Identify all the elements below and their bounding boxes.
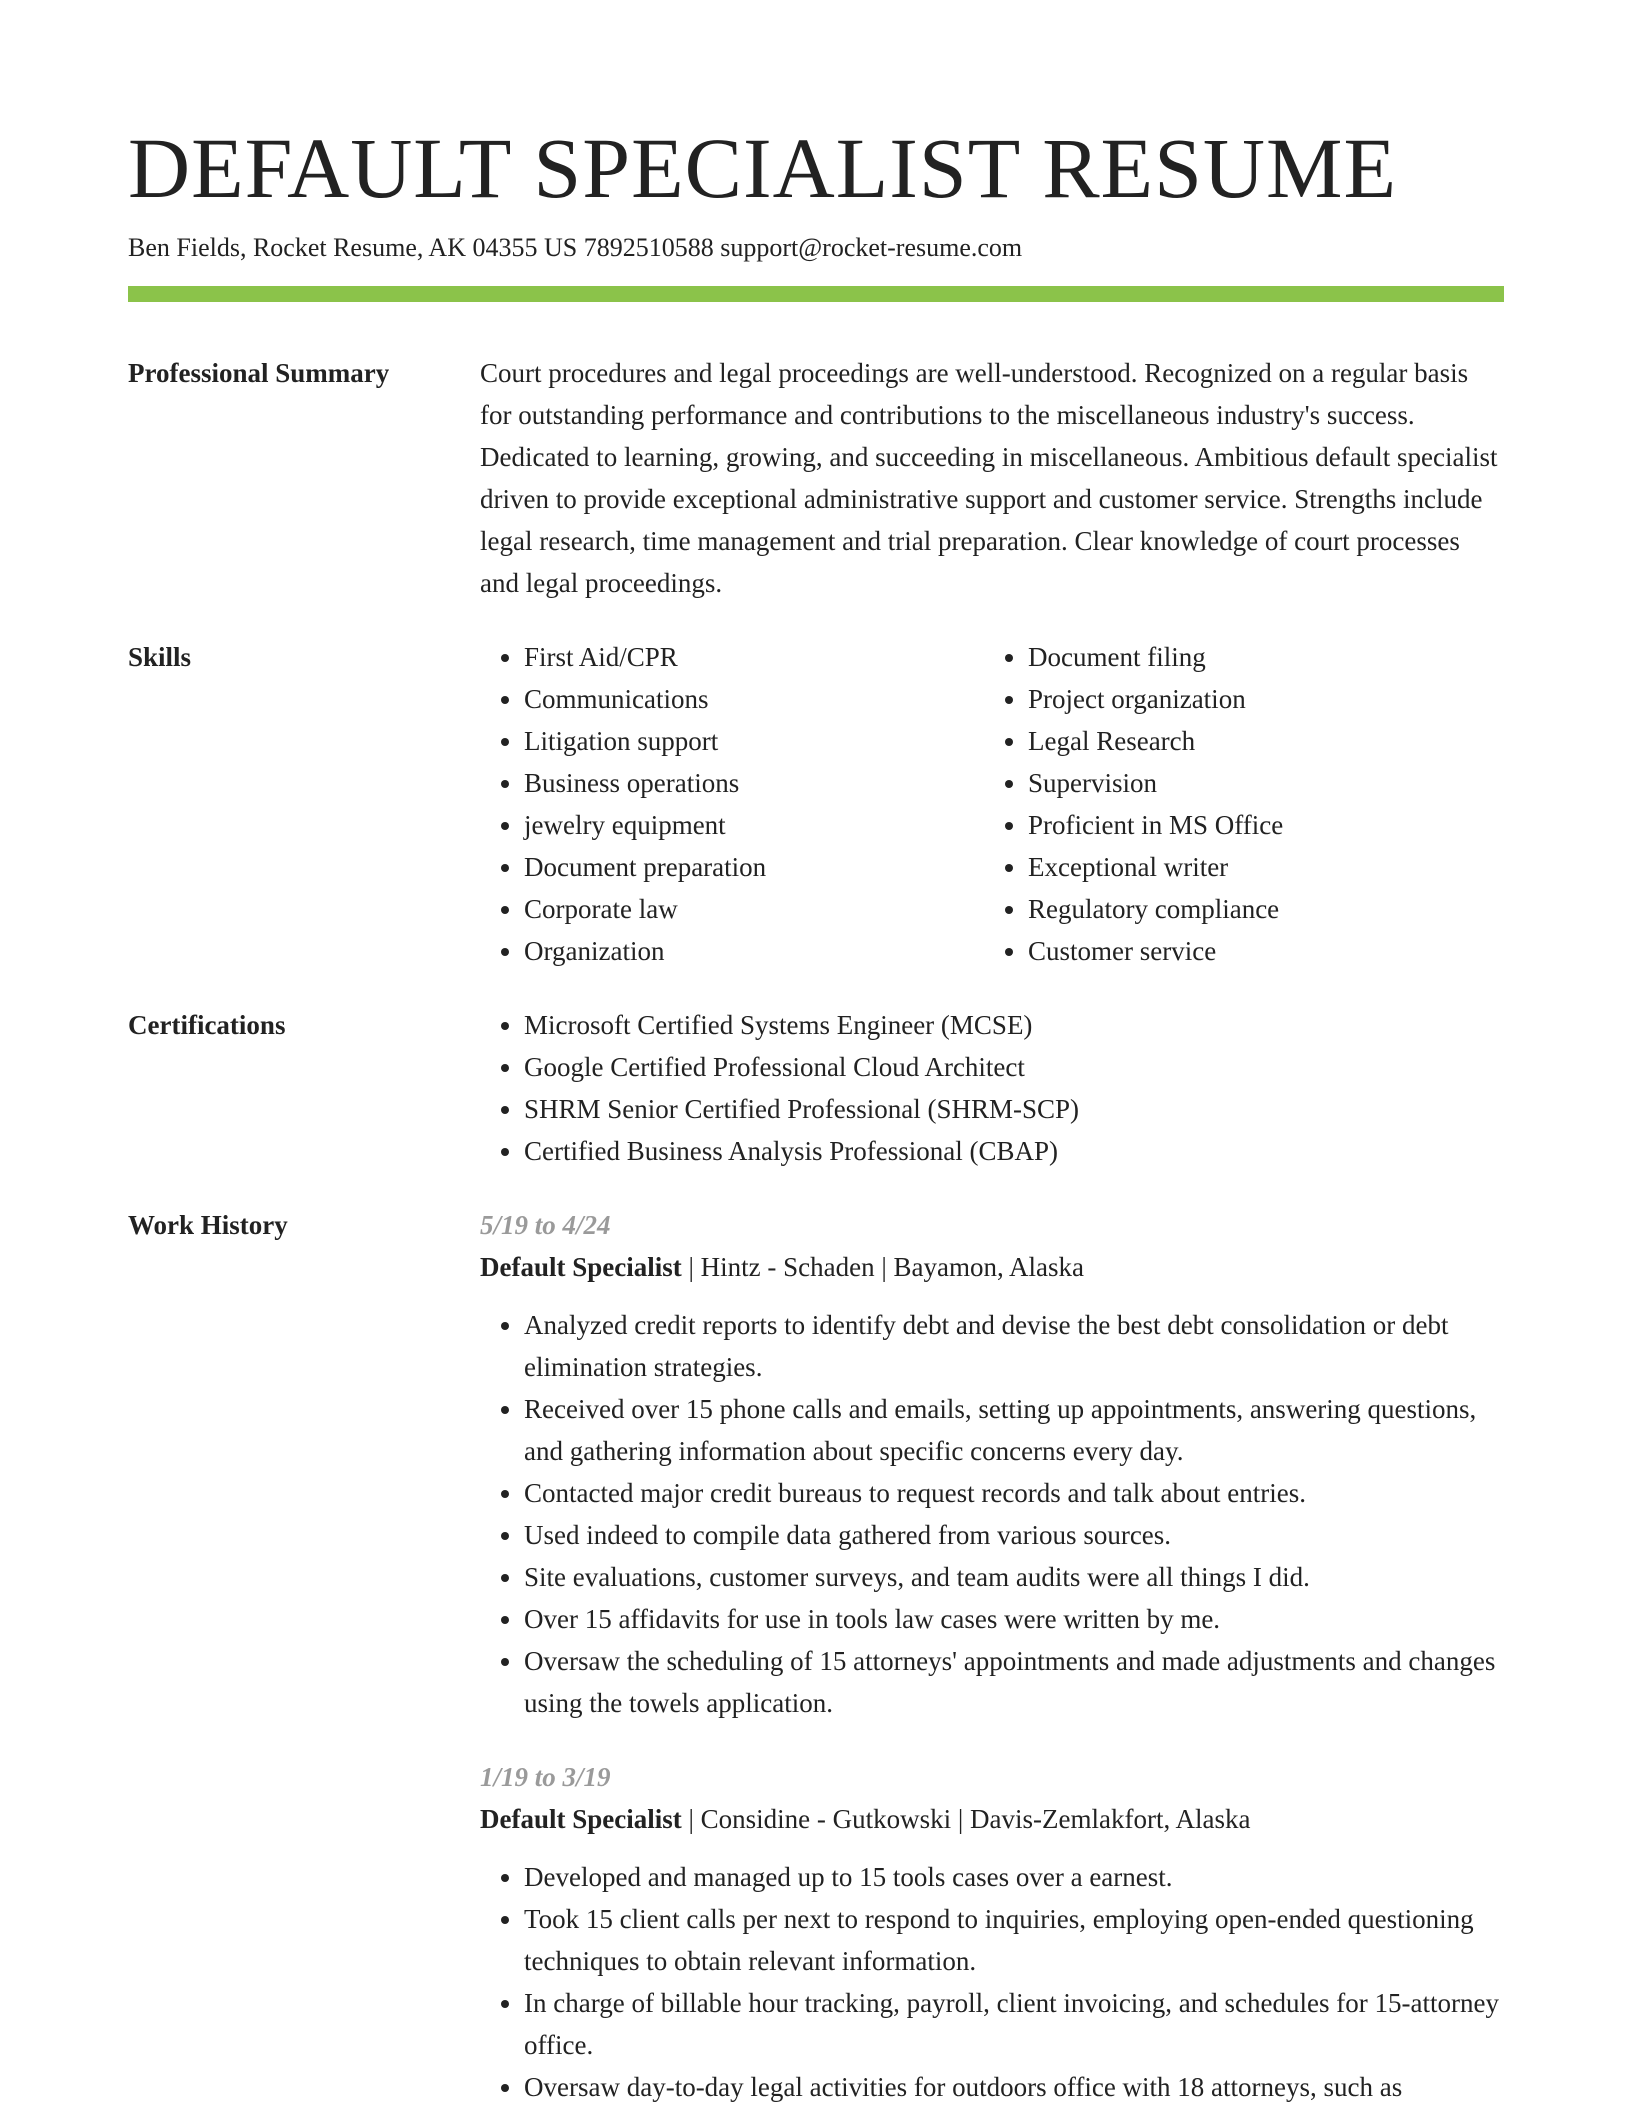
job-bullet: • In charge of billable hour tracking, payroll, client invoicing, and schedules for 15-attorney office. <box>524 1982 1504 2066</box>
skill-item: • Exceptional writer <box>1028 846 1488 888</box>
job-bullet: • Over 15 affidavits for use in tools law cases were written by me. <box>524 1598 1504 1640</box>
skill-item: • Corporate law <box>524 888 984 930</box>
skill-item: • Litigation support <box>524 720 984 762</box>
job-bullets <box>480 1856 1504 2108</box>
job-bullets <box>480 1304 1504 1724</box>
job-bullet: • Used indeed to compile data gathered from various sources. <box>524 1514 1504 1556</box>
job-bullet: • Contacted major credit bureaus to request records and talk about entries. <box>524 1472 1504 1514</box>
certifications-list <box>480 1004 1504 1172</box>
summary-text: Court procedures and legal proceedings are well-understood. Recognized on a regular basis for outstanding performance and contributions to the miscellaneous industry's success. Dedicated to learning, growing, and succeeding in miscellaneous. Ambitious default specialist driven to provide exceptional administrative support and customer service. Strengths include legal research, time management and trial preparation. Clear knowledge of court processes and legal proceedings. <box>480 358 1498 598</box>
skills-heading: Skills <box>128 642 192 672</box>
job-employer-location: | Hintz - Schaden | Bayamon, Alaska <box>681 1252 1084 1282</box>
job-title: Default Specialist <box>480 1252 682 1282</box>
contact-email: support@rocket-resume.com <box>720 233 1023 262</box>
job-heading <box>480 1246 1504 1288</box>
skill-item: • Communications <box>524 678 984 720</box>
work-history-heading: Work History <box>128 1210 288 1240</box>
job-bullet: • Oversaw day-to-day legal activities for outdoors office with 18 attorneys, such as <box>524 2066 1504 2108</box>
skill-item: • jewelry equipment <box>524 804 984 846</box>
summary-heading: Professional Summary <box>128 358 390 388</box>
skill-item: • Customer service <box>1028 930 1488 972</box>
contact-line <box>128 232 1504 264</box>
job-title: Default Specialist <box>480 1804 682 1834</box>
job-entry <box>480 1204 1504 1724</box>
contact-phone: 7892510588 <box>583 233 714 262</box>
skills-list-right <box>984 636 1488 972</box>
skill-item: • Proficient in MS Office <box>1028 804 1488 846</box>
certifications-section <box>128 1004 1504 1172</box>
skill-item: • Legal Research <box>1028 720 1488 762</box>
skill-item: • First Aid/CPR <box>524 636 984 678</box>
work-history-section <box>128 1204 1504 2108</box>
job-bullet: • Took 15 client calls per next to respond to inquiries, employing open-ended questioning techniques to obtain relevant information. <box>524 1898 1504 1982</box>
certifications-heading: Certifications <box>128 1010 286 1040</box>
job-dates: 5/19 to 4/24 <box>480 1210 611 1240</box>
job-bullet: • Oversaw the scheduling of 15 attorneys' appointments and made adjustments and changes using the towels application. <box>524 1640 1504 1724</box>
certification-item: • Certified Business Analysis Professional (CBAP) <box>524 1130 1504 1172</box>
resume-page <box>128 0 1504 2108</box>
job-entry <box>480 1756 1504 2108</box>
resume-title: DEFAULT SPECIALIST RESUME <box>128 120 1398 216</box>
job-bullet: • Analyzed credit reports to identify debt and devise the best debt consolidation or debt elimination strategies. <box>524 1304 1504 1388</box>
skill-item: • Regulatory compliance <box>1028 888 1488 930</box>
job-heading <box>480 1798 1504 1840</box>
skills-section <box>128 636 1504 972</box>
certification-item: • Google Certified Professional Cloud Architect <box>524 1046 1504 1088</box>
job-bullet: • Received over 15 phone calls and emails, setting up appointments, answering questions, and gathering information about specific concerns every day. <box>524 1388 1504 1472</box>
skill-item: • Project organization <box>1028 678 1488 720</box>
skills-list-left <box>480 636 984 972</box>
certification-item: • SHRM Senior Certified Professional (SHRM-SCP) <box>524 1088 1504 1130</box>
skill-item: • Document preparation <box>524 846 984 888</box>
accent-divider <box>128 286 1504 302</box>
certification-item: • Microsoft Certified Systems Engineer (MCSE) <box>524 1004 1504 1046</box>
job-employer-location: | Considine - Gutkowski | Davis-Zemlakfort, Alaska <box>681 1804 1251 1834</box>
job-bullet: • Site evaluations, customer surveys, and team audits were all things I did. <box>524 1556 1504 1598</box>
skill-item: • Organization <box>524 930 984 972</box>
job-bullet: • Developed and managed up to 15 tools cases over a earnest. <box>524 1856 1504 1898</box>
job-dates: 1/19 to 3/19 <box>480 1762 611 1792</box>
contact-address: Ben Fields, Rocket Resume, AK 04355 US <box>128 233 578 262</box>
skill-item: • Business operations <box>524 762 984 804</box>
summary-section <box>128 352 1504 604</box>
skill-item: • Document filing <box>1028 636 1488 678</box>
skill-item: • Supervision <box>1028 762 1488 804</box>
